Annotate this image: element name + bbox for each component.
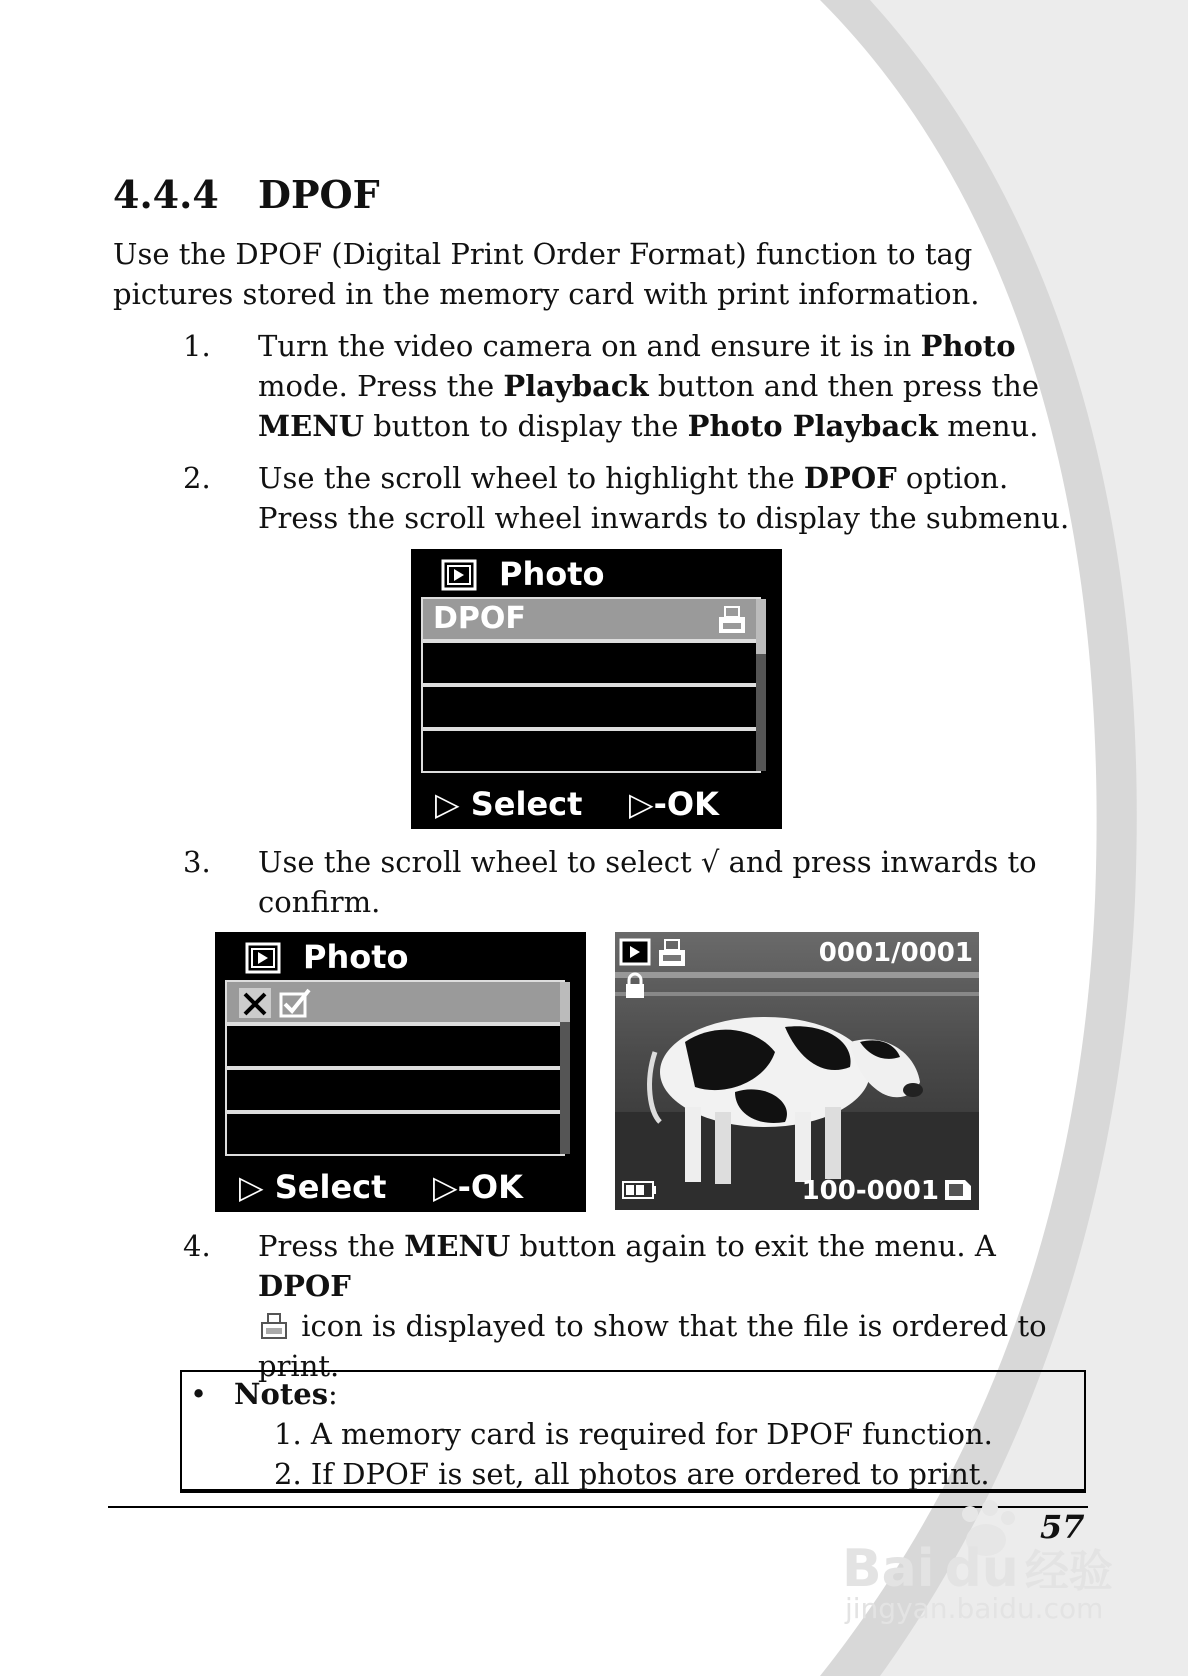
step-text: Turn the video camera on and ensure it is in Photo mode. Press the Playback button and then press the MENU button to display the Photo Playback menu. [258, 329, 1039, 443]
scroll-wheel-icon: ▷ [435, 785, 460, 823]
ok-hint: ▷-OK [433, 1168, 523, 1206]
section-title: DPOF [258, 172, 380, 217]
menu-scrollbar[interactable] [560, 982, 570, 1154]
image-counter: 0001/0001 [818, 938, 973, 968]
menu-title: Photo [499, 555, 605, 593]
menu-row-empty [421, 729, 761, 773]
sd-card-icon [943, 1178, 973, 1202]
select-hint: ▷ Select [435, 785, 583, 823]
playback-icon [245, 942, 281, 974]
step-number: 4. [183, 1229, 211, 1263]
select-hint: ▷ Select [239, 1168, 387, 1206]
note-item: 1. A memory card is required for DPOF function. [274, 1417, 993, 1451]
step-number: 2. [183, 461, 211, 495]
playback-icon [441, 559, 477, 591]
footer-rule [108, 1506, 1088, 1508]
menu-row-empty [225, 1112, 565, 1156]
section-number: 4.4.4 [113, 172, 219, 217]
menu-item-options[interactable] [225, 980, 565, 1024]
bullet: • [190, 1377, 208, 1411]
step-text: Use the scroll wheel to highlight the DPOF option. Press the scroll wheel inwards to display the submenu. [258, 461, 1070, 535]
watermark-url: jingyan.baidu.com [845, 1592, 1104, 1625]
page-number: 57 [1040, 1508, 1085, 1546]
menu-row-empty [225, 1024, 565, 1068]
battery-icon [621, 1180, 657, 1200]
playback-icon [619, 938, 651, 966]
menu-row-empty [421, 685, 761, 729]
notes-label: Notes: [234, 1377, 338, 1411]
notes-box [180, 1370, 1086, 1493]
press-icon: ▷- [629, 785, 667, 823]
note-item: 2. If DPOF is set, all photos are ordered to print. [274, 1457, 990, 1491]
watermark-brand: Bai du 经验 [842, 1539, 1113, 1599]
menu-scrollbar[interactable] [756, 599, 766, 771]
camera-menu-screen-dpof [411, 549, 782, 829]
step-text: Press the MENU button again to exit the menu. A DPOF icon is displayed to show that the file is ordered to print. [258, 1229, 1047, 1383]
ok-hint: ▷-OK [629, 785, 719, 823]
menu-title: Photo [303, 938, 409, 976]
press-icon: ▷- [433, 1168, 471, 1206]
menu-item-dpof[interactable]: DPOF [421, 597, 761, 641]
file-number: 100-0001 [801, 1176, 939, 1206]
menu-row-empty [421, 641, 761, 685]
camera-menu-screen-confirm [215, 932, 586, 1212]
dpof-print-icon [715, 605, 749, 637]
scroll-wheel-icon: ▷ [239, 1168, 264, 1206]
menu-row-empty [225, 1068, 565, 1112]
cancel-x-icon[interactable] [237, 986, 273, 1020]
step-number: 1. [183, 329, 211, 363]
dpof-print-icon [258, 1312, 292, 1340]
confirm-check-icon[interactable] [277, 986, 313, 1020]
camera-playback-screen [615, 932, 979, 1210]
dpof-print-icon [655, 938, 689, 968]
intro-paragraph: Use the DPOF (Digital Print Order Format) function to tag pictures stored in the memory card with print information. [113, 237, 980, 311]
step-number: 3. [183, 845, 211, 879]
step-text: Use the scroll wheel to select √ and press inwards to confirm. [258, 845, 1037, 919]
cow-photo [615, 932, 979, 1210]
lock-icon [623, 972, 647, 1000]
